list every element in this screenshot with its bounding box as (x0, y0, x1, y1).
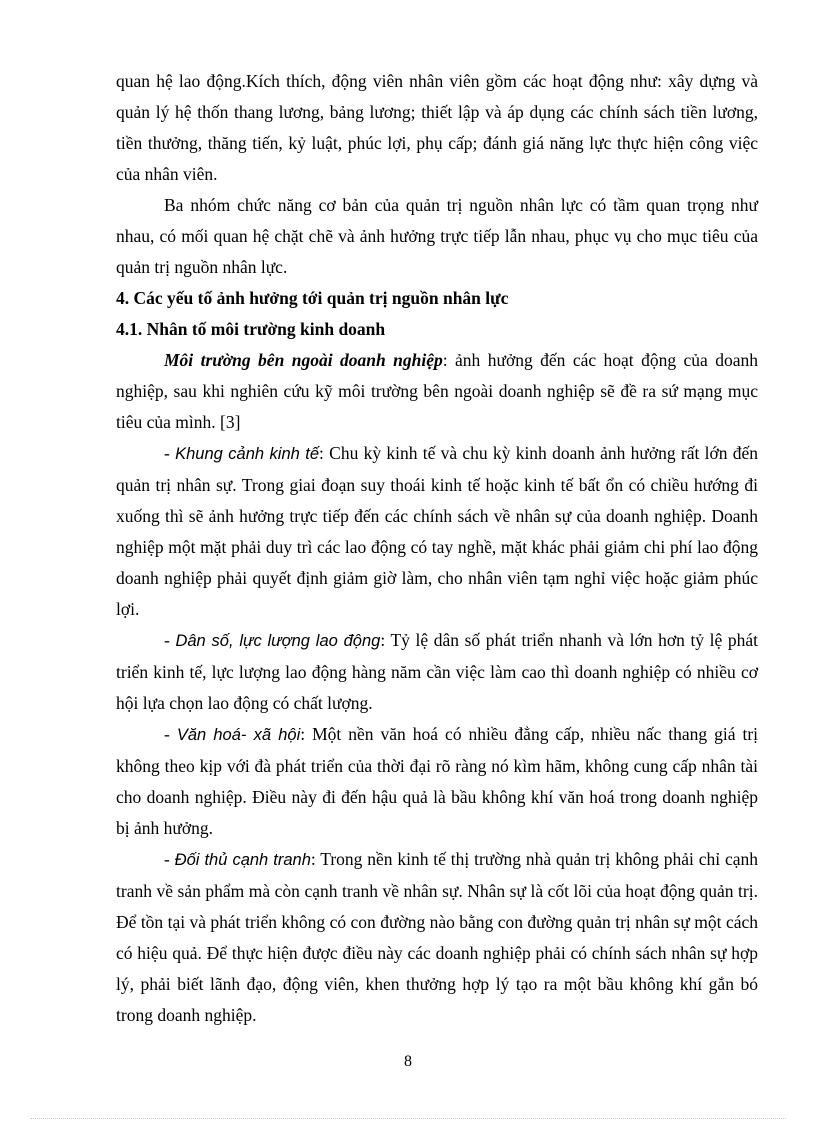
paragraph-economic-context (116, 438, 758, 625)
term-competitors: Đối thủ cạnh tranh (174, 851, 311, 869)
paragraph-continuation: quan hệ lao động.Kích thích, động viên nhân viên gồm các hoạt động như: xây dựng và quản lý hệ thốn thang lương, bảng lương; thiết lập và áp dụng các chính sách tiền lương, tiền thưởng, thăng tiến, kỷ luật, phúc lợi, phụ cấp; đánh giá năng lực thực hiện công việc của nhân viên. (116, 71, 758, 184)
term-population-labor: Dân số, lực lượng lao động (175, 632, 381, 650)
paragraph-culture-society (116, 719, 758, 844)
section-heading-4-1: 4.1. Nhân tố môi trường kinh doanh (116, 319, 386, 339)
text-external-environment: : ảnh hưởng đến các hoạt động của doanh nghiệp, sau khi nghiên cứu kỹ môi trường bên ngoài doanh nghiệp sẽ đề ra sứ mạng mục tiêu của mình. [3] (116, 350, 758, 432)
document-body (116, 66, 758, 1031)
page-bottom-divider (30, 1118, 786, 1119)
page-number: 8 (404, 1053, 412, 1070)
text-competitors: : Trong nền kinh tế thị trường nhà quản trị không phải chỉ cạnh tranh về sản phẩm mà còn cạnh tranh về nhân sự. Nhân sự là cốt lõi của hoạt động quản trị. Để tồn tại và phát triển không có con đường nào bằng con đường quản trị nhân sự một cách có hiệu quả. Để thực hiện được điều này các doanh nghiệp phải có chính sách nhân sự hợp lý, phải biết lãnh đạo, động viên, khen thưởng hợp lý tạo ra một bầu không khí gắn bó trong doanh nghiệp. (116, 849, 758, 1025)
bullet-dash: - (164, 849, 175, 869)
text-culture-society: : Một nền văn hoá có nhiều đẳng cấp, nhiều nấc thang giá trị không theo kịp với đà phát triển của thời đại rõ ràng nó kìm hãm, không cung cấp nhân tài cho doanh nghiệp. Điều này đi đến hậu quả là bầu không khí văn hoá trong doanh nghiệp bị ảnh hưởng. (116, 724, 759, 838)
paragraph-population-labor (116, 625, 758, 719)
section-heading-4: 4. Các yếu tố ảnh hưởng tới quản trị nguồn nhân lực (116, 288, 509, 308)
term-culture-society: Văn hoá- xã hội (176, 726, 301, 744)
term-economic-context: Khung cảnh kinh tế (175, 445, 320, 463)
text-economic-context: : Chu kỳ kinh tế và chu kỳ kinh doanh ảnh hưởng rất lớn đến quản trị nhân sự. Trong giai đoạn suy thoái kinh tế hoặc kinh tế bất ổn có chiều hướng đi xuống thì sẽ ảnh hưởng trực tiếp đến các chính sách về nhân sự của doanh nghiệp. Doanh nghiệp một mặt phải duy trì các lao động có tay nghề, mặt khác phải giảm chi phí lao động doanh nghiệp phải quyết định giảm giờ làm, cho nhân viên tạm nghỉ việc hoặc giảm phúc lợi. (116, 443, 758, 619)
paragraph-competitors (116, 844, 758, 1031)
term-external-environment: Môi trường bên ngoài doanh nghiệp (164, 350, 443, 370)
paragraph-functions-summary: Ba nhóm chức năng cơ bản của quản trị nguồn nhân lực có tầm quan trọng như nhau, có mối quan hệ chặt chẽ và ảnh hưởng trực tiếp lẫn nhau, phục vụ cho mục tiêu của quản trị nguồn nhân lực. (116, 195, 758, 277)
bullet-dash: - (164, 443, 176, 463)
paragraph-external-environment (116, 345, 758, 438)
bullet-dash: - (164, 724, 177, 744)
text-population-labor: : Tỷ lệ dân số phát triển nhanh và lớn hơn tỷ lệ phát triển kinh tế, lực lượng lao động hàng năm cần việc làm cao thì doanh nghiệp có nhiều cơ hội lựa chọn lao động có chất lượng. (116, 630, 759, 713)
bullet-dash: - (164, 630, 176, 650)
